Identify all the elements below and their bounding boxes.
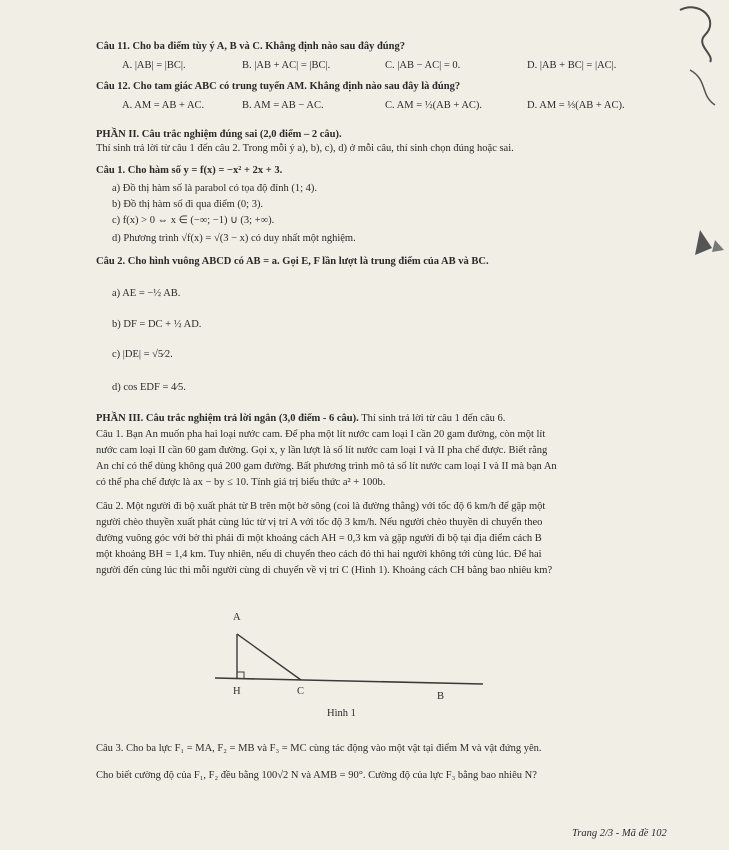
- q12-option-d: D. AM = ⅓(AB + AC).: [527, 100, 625, 111]
- p2-q2-d: d) cos EDF = 4⁄5.: [112, 382, 186, 393]
- p3-q2-line-2: người chèo thuyền xuất phát cùng lúc từ vị trí A với tốc độ 3 km/h. Nếu người chèo thuyền di chuyển theo: [96, 517, 543, 528]
- p2-q1-c: c) f(x) > 0 ⇔ x ∈ (−∞; −1) ∪ (3; +∞).: [112, 215, 275, 226]
- part3-intro: Thí sinh trả lời từ câu 1 đến câu 6.: [361, 413, 506, 424]
- q11-stem: Câu 11. Cho ba điểm tùy ý A, B và C. Khẳng định nào sau đây đúng?: [96, 41, 405, 52]
- part3-title: PHẦN III. Câu trắc nghiệm trả lời ngắn (3,0 điểm - 6 câu).: [96, 413, 359, 424]
- riverbank-line: [215, 678, 483, 684]
- point-b-label: B: [437, 691, 445, 702]
- p2-q1-stem: Câu 1. Cho hàm số y = f(x) = −x² + 2x + 3.: [96, 165, 283, 176]
- part2-title: PHẦN II. Câu trắc nghiệm đúng sai (2,0 điểm – 2 câu).: [96, 129, 342, 140]
- q11-option-b: B. |AB + AC| = |BC|.: [242, 60, 331, 71]
- q11-option-d: D. |AB + BC| = |AC|.: [527, 60, 617, 71]
- figure-1-caption: Hình 1: [327, 708, 356, 719]
- p3-q2-line-1: Câu 2. Một người đi bộ xuất phát từ B trên một bờ sông (coi là đường thẳng) với tốc độ 6 km/h để gặp một: [96, 501, 546, 512]
- segment-ac: [237, 634, 301, 680]
- q11-option-a: A. |AB| = |BC|.: [122, 60, 186, 71]
- margin-decoration: [660, 0, 729, 260]
- p2-q1-b: b) Đồ thị hàm số đi qua điểm (0; 3).: [112, 199, 264, 210]
- p3-q2-line-4: một khoảng BH = 1,4 km. Tuy nhiên, nếu di chuyển theo cách đó thì hai người không tới cùng lúc. Để hai: [96, 549, 542, 560]
- p2-q1-d: d) Phương trình √f(x) = √(3 − x) có duy nhất một nghiệm.: [112, 233, 356, 244]
- p2-q2-stem: Câu 2. Cho hình vuông ABCD có AB = a. Gọi E, F lần lượt là trung điểm của AB và BC.: [96, 256, 489, 267]
- page-footer: Trang 2/3 - Mã đề 102: [572, 828, 667, 839]
- q12-option-a: A. AM = AB + AC.: [122, 100, 205, 111]
- part2-intro: Thí sinh trả lời từ câu 1 đến câu 2. Trong mỗi ý a), b), c), d) ở mỗi câu, thí sinh chọn đúng hoặc sai.: [96, 143, 514, 154]
- p3-q1-line-3: An chỉ có thể dùng không quá 200 gam đường. Bất phương trình mô tả số lít nước cam loại I và II mà bạn An: [96, 461, 557, 472]
- point-c-label: C: [297, 686, 305, 697]
- p3-q1-line-2: nước cam loại II cần 60 gam đường. Gọi x, y lần lượt là số lít nước cam loại I và II pha chế được. Biết rằng: [96, 445, 548, 456]
- p3-q3-line-1: Câu 3. Cho ba lực F₁ = MA, F₂ = MB và F₃ = MC cùng tác động vào một vật tại điểm M và vật đứng yên.: [96, 743, 542, 754]
- point-a-label: A: [233, 612, 241, 623]
- p2-q2-c: c) |DE| = √5⁄2.: [112, 349, 173, 360]
- point-h-label: H: [233, 686, 241, 697]
- p3-q1-line-4: có thể pha chế được là ax − by ≤ 10. Tính giá trị biểu thức a² + 100b.: [96, 477, 386, 488]
- q12-option-c: C. AM = ½(AB + AC).: [385, 100, 483, 111]
- p3-q2-line-3: đường vuông góc với bờ thì phải đi một khoảng cách AH = 0,3 km và gặp người đi bộ tại địa điểm cách B: [96, 533, 542, 544]
- q12-stem: Câu 12. Cho tam giác ABC có trung tuyến AM. Khẳng định nào sau đây là đúng?: [96, 81, 461, 92]
- p3-q2-line-5: người đến cùng lúc thì mỗi người cùng di chuyển về vị trí C (Hình 1). Khoảng cách CH bằng bao nhiêu km?: [96, 565, 553, 576]
- part3-heading-line: [96, 412, 505, 425]
- q11-option-c: C. |AB − AC| = 0.: [385, 60, 461, 71]
- q12-option-b: B. AM = AB − AC.: [242, 100, 324, 111]
- p2-q1-a: a) Đồ thị hàm số là parabol có tọa độ đỉnh (1; 4).: [112, 183, 317, 194]
- p3-q3-line-2: Cho biết cường độ của F₁, F₂ đều bằng 100√2 N và AMB = 90°. Cường độ của lực F₃ bằng bao nhiêu N?: [96, 770, 537, 781]
- p2-q2-b: b) DF = DC + ½ AD.: [112, 319, 202, 330]
- p3-q1-line-1: Câu 1. Bạn An muốn pha hai loại nước cam. Để pha một lít nước cam loại I cần 20 gam đường, còn một lít: [96, 429, 546, 440]
- p2-q2-a: a) AE = −½ AB.: [112, 288, 181, 299]
- figure-1: [215, 606, 485, 726]
